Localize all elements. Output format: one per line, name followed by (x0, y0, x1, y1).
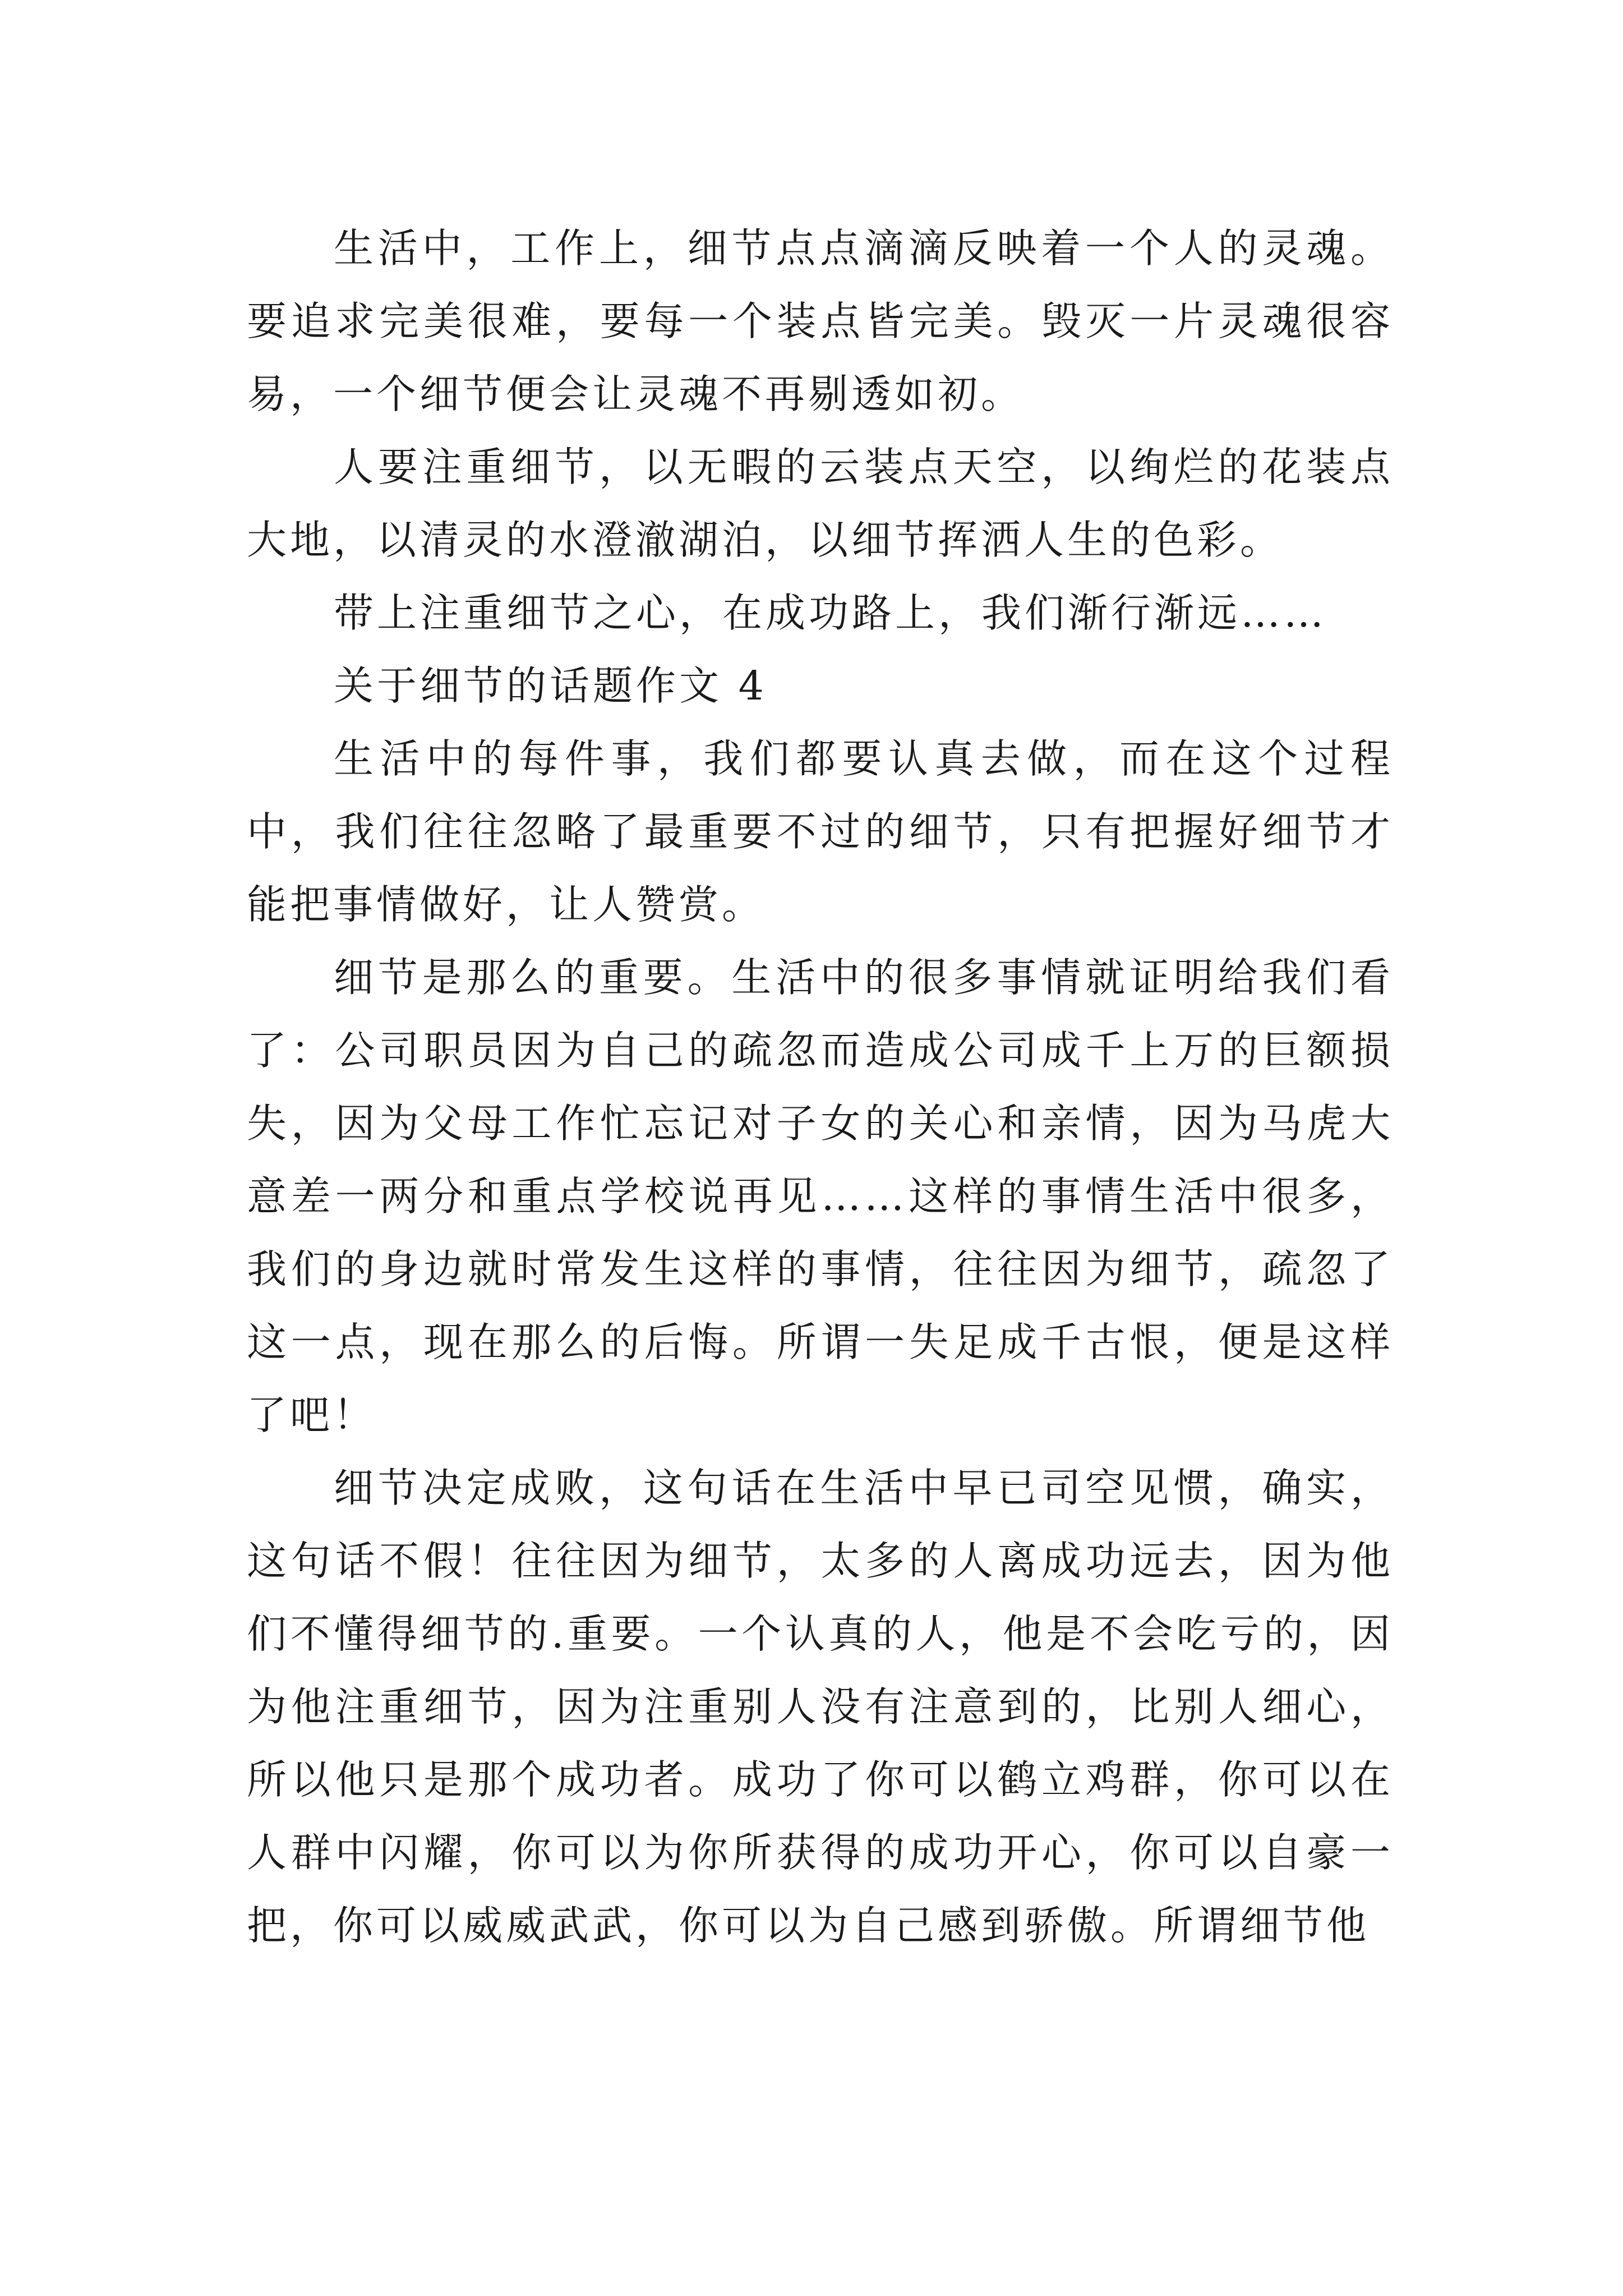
paragraph-5: 细节是那么的重要。生活中的很多事情就证明给我们看了：公司职员因为自己的疏忽而造成公司成千上万的巨额损失，因为父母工作忙忘记对子女的关心和亲情，因为马虎大意差一两分和重点学校说再见……这样的事情生活中很多，我们的身边就时常发生这样的事情，往往因为细节，疏忽了这一点，现在那么的后悔。所谓一失足成千古恨，便是这样了吧！ (247, 954, 1394, 1438)
paragraph-1: 生活中，工作上，细节点点滴滴反映着一个人的灵魂。要追求完美很难，要每一个装点皆完美。毁灭一片灵魂很容易，一个细节便会让灵魂不再剔透如初。 (247, 225, 1394, 417)
paragraph-4: 生活中的每件事，我们都要认真去做，而在这个过程中，我们往往忽略了最重要不过的细节，只有把握好细节才能把事情做好，让人赞赏。 (247, 735, 1394, 928)
section-heading: 关于细节的话题作文 4 (334, 662, 767, 709)
paragraph-6: 细节决定成败，这句话在生活中早已司空见惯，确实，这句话不假！往往因为细节，太多的人离成功远去，因为他们不懂得细节的.重要。一个认真的人，他是不会吃亏的，因为他注重细节，因为注重别人没有注意到的，比别人细心，所以他只是那个成功者。成功了你可以鹤立鸡群，你可以在人群中闪耀，你可以为你所获得的成功开心，你可以自豪一把，你可以威威武武，你可以为自己感到骄傲。所谓细节他 (247, 1465, 1394, 1949)
paragraph-2: 人要注重细节，以无暇的云装点天空，以绚烂的花装点大地，以清灵的水澄澈湖泊，以细节挥洒人生的色彩。 (247, 444, 1394, 563)
document-body (247, 212, 1394, 1962)
paragraph-3: 带上注重细节之心，在成功路上，我们渐行渐远…… (334, 590, 1327, 636)
